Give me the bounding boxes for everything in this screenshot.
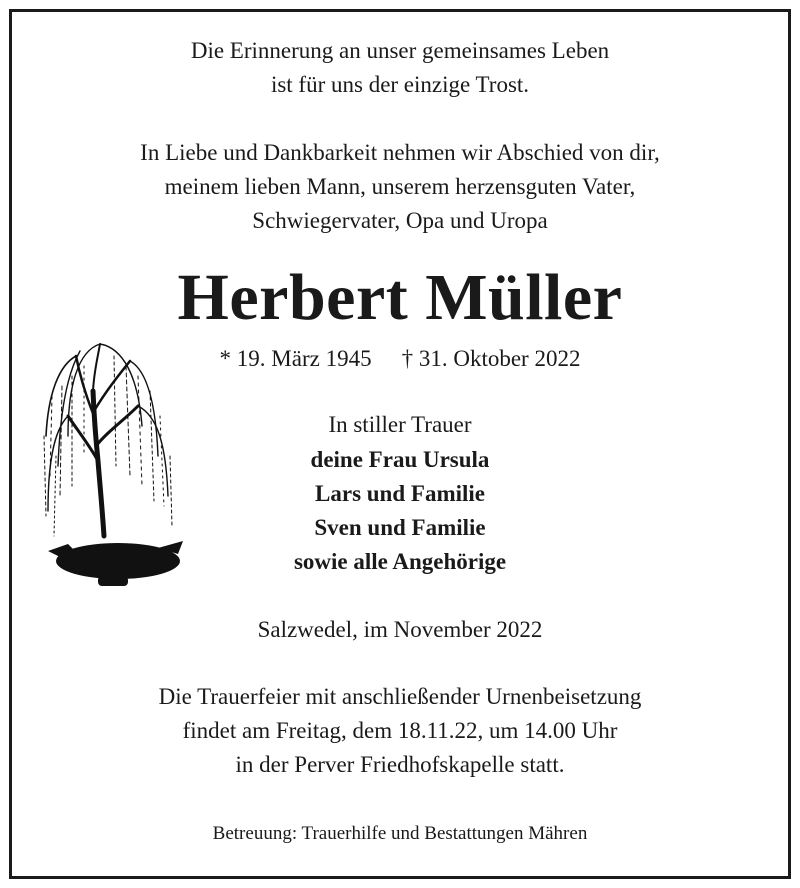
- birth-date: * 19. März 1945: [219, 346, 372, 371]
- farewell-line-2: meinem lieben Mann, unserem herzensguten Vater,: [164, 174, 636, 199]
- farewell-line-3: Schwiegervater, Opa und Uropa: [252, 208, 548, 233]
- ceremony-line-2: findet am Freitag, dem 18.11.22, um 14.00 Uhr: [182, 718, 618, 743]
- footer-credit: Betreuung: Trauerhilfe und Bestattungen Mähren: [212, 823, 588, 844]
- mourner-3: Sven und Familie: [314, 515, 486, 540]
- intro-line-1: Die Erinnerung an unser gemeinsames Leben: [190, 38, 610, 63]
- place-date: Salzwedel, im November 2022: [257, 617, 543, 642]
- death-date: † 31. Oktober 2022: [401, 346, 581, 371]
- mourner-1: deine Frau Ursula: [310, 447, 490, 472]
- farewell-line-1: In Liebe und Dankbarkeit nehmen wir Abschied von dir,: [140, 140, 660, 165]
- ceremony-line-1: Die Trauerfeier mit anschließender Urnenbeisetzung: [158, 684, 642, 709]
- intro-line-2: ist für uns der einzige Trost.: [270, 72, 530, 97]
- ceremony-line-3: in der Perver Friedhofskapelle statt.: [235, 752, 565, 777]
- deceased-name: Herbert Müller: [177, 261, 623, 334]
- mourner-4: sowie alle Angehörige: [293, 549, 507, 574]
- mourner-2: Lars und Familie: [315, 481, 485, 506]
- mourners-heading: In stiller Trauer: [328, 412, 472, 437]
